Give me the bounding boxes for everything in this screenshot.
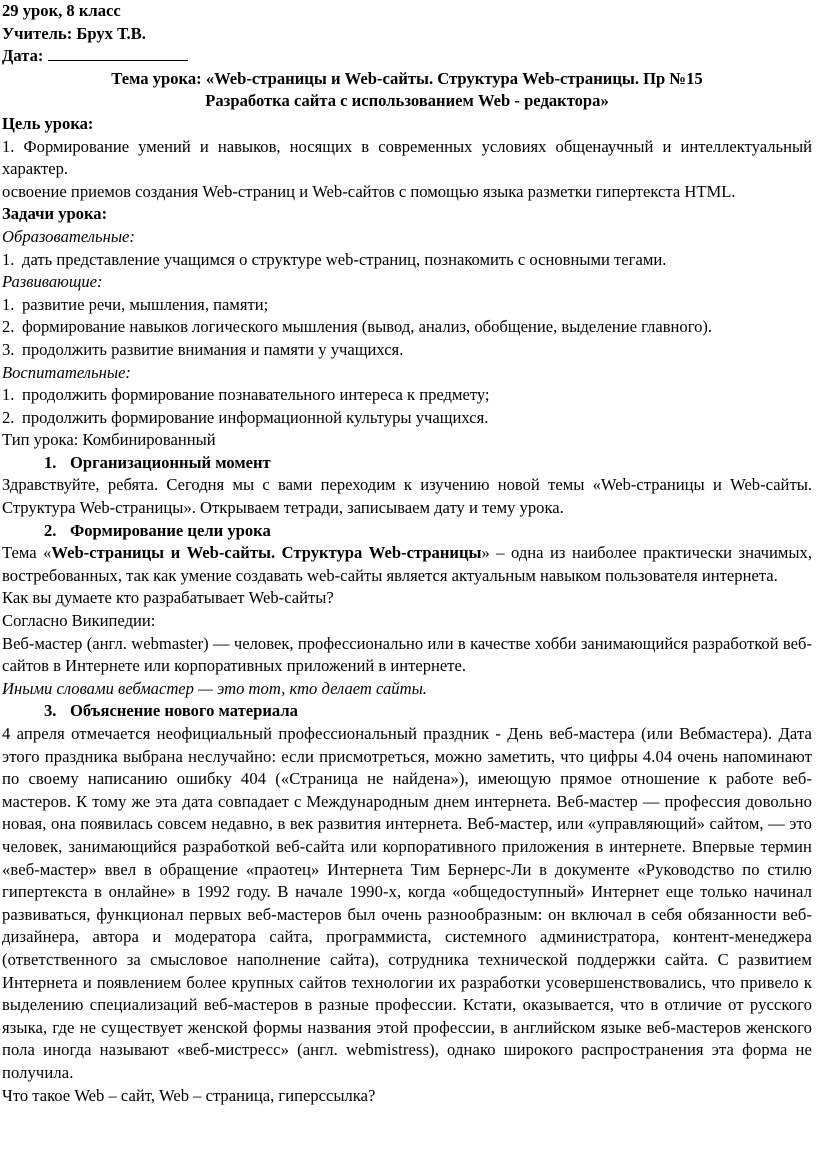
lesson-title-line1: Тема урока: «Web-страницы и Web-сайты. Структура Web-страницы. Пр №15 <box>111 68 703 88</box>
teacher-line: Учитель: Брух Т.В. <box>2 23 146 43</box>
section-heading-goal-forming <box>2 520 812 543</box>
section-number: 2. <box>44 520 57 540</box>
list-number: 1. <box>2 385 15 405</box>
list-number: 2. <box>2 317 15 337</box>
section-3-question: Что такое Web – сайт, Web – страница, гиперссылка? <box>2 1085 376 1105</box>
section-title: Объяснение нового материала <box>70 701 298 721</box>
lesson-header: 29 урок, 8 класс <box>2 1 121 20</box>
list-item <box>2 294 812 317</box>
goal-paragraph-1: 1. Формирование умений и навыков, носящих в современных условиях общенаучный и интеллектуальный характер. <box>2 136 812 179</box>
section-number: 3. <box>44 701 57 721</box>
list-item <box>2 339 812 362</box>
developmental-label: Развивающие: <box>2 272 103 292</box>
tasks-heading: Задачи урока: <box>2 204 108 224</box>
section-2-topic <box>2 542 812 587</box>
section-3-text: 4 апреля отмечается неофициальный профессиональный праздник - День веб-мастера (или Вебмастера). Дата этого праздника выбрана неслучайно: если присмотреться, можно заметить, что цифры 4.04 очень напоминают по своему написанию ошибку 404 («Страница не найдена»), имеющую прямое отношение к работе веб-мастеров. К тому же эта дата совпадает с Международным днем интернета. Веб-мастер — профессия довольно новая, она появилась совсем недавно, в век развития интернета. Веб-мастер, или «управляющий» сайтом, — это человек, занимающийся разработкой веб-сайта или корпоративного приложения в интернете. Впервые термин «веб-мастер» ввел в обращение «праотец» Интернета Тим Бернерс-Ли в документе «Руководство по стилю гипертекста в онлайне» в 1992 году. В начале 1990-х, когда «общедоступный» Интернет еще только начинал развиваться, функционал первых веб-мастеров был очень разнообразным: он включал в себя обязанности веб-дизайнера, автора и модератора сайта, программиста, системного администратора, контент-менеджера (ответственного за смысловое наполнение сайта), сотрудника технической поддержки сайта. С развитием Интернета и появлением более крупных сайтов технологии их разработки усовершенствовались, что привело к выделению специализаций веб-мастеров в разные профессии. Кстати, оказывается, что в отличие от русского языка, где не существует женской формы названия этой профессии, в английском языке веб-мастеров женского пола иногда называют «веб-мистресс» (англ. webmistress), однако широкого распространения эта форма не получила. <box>2 724 812 1082</box>
section-2-wiki: Согласно Википедии: <box>2 611 156 631</box>
date-blank <box>48 45 188 61</box>
list-item <box>2 407 812 430</box>
section-heading-organizational <box>2 452 812 475</box>
topic-prefix: Тема « <box>2 543 52 563</box>
list-text: продолжить формирование познавательного интереса к предмету; <box>22 385 490 405</box>
list-text: развитие речи, мышления, памяти; <box>22 294 269 314</box>
section-title: Формирование цели урока <box>70 520 271 540</box>
topic-bold: Web-страницы и Web-сайты. Структура Web-страницы <box>51 543 482 563</box>
list-number: 1. <box>2 294 15 314</box>
section-heading-new-material <box>2 700 812 723</box>
section-2-italic-note: Иными словами вебмастер — это тот, кто делает сайты. <box>2 678 427 698</box>
list-text: продолжить развитие внимания и памяти у учащихся. <box>22 339 404 359</box>
list-text: продолжить формирование информационной культуры учащихся. <box>22 407 489 427</box>
date-label: Дата: <box>2 46 44 66</box>
goal-heading: Цель урока: <box>2 113 94 133</box>
upbringing-label: Воспитательные: <box>2 362 131 382</box>
section-2-definition: Веб-мастер (англ. webmaster) — человек, профессионально или в качестве хобби занимающийся разработкой веб-сайтов в Интернете или корпоративных приложений в интернете. <box>2 633 812 676</box>
list-number: 2. <box>2 407 15 427</box>
list-item <box>2 316 812 339</box>
section-title: Организационный момент <box>70 452 271 472</box>
section-number: 1. <box>44 452 57 472</box>
section-1-text: Здравствуйте, ребята. Сегодня мы с вами переходим к изучению новой темы «Web-страницы и Web-сайты. Структура Web-страницы». Открываем тетради, записываем дату и тему урока. <box>2 475 812 518</box>
lesson-title-line2: Разработка сайта с использованием Web - редактора» <box>205 91 609 111</box>
date-line <box>2 45 812 68</box>
lesson-type: Тип урока: Комбинированный <box>2 430 216 450</box>
list-item <box>2 249 812 272</box>
goal-paragraph-2: освоение приемов создания Web-страниц и Web-сайтов с помощью языка разметки гипертекста HTML. <box>2 181 736 201</box>
section-2-question: Как вы думаете кто разрабатывает Web-сайты? <box>2 588 334 608</box>
list-text: дать представление учащимся о структуре web-страниц, познакомить с основными тегами. <box>22 249 667 269</box>
educational-label: Образовательные: <box>2 226 135 246</box>
list-number: 1. <box>2 249 15 269</box>
list-item <box>2 384 812 407</box>
list-text: формирование навыков логического мышления (вывод, анализ, обобщение, выделение главного). <box>22 317 713 337</box>
topic-rest: » – одна из наиболее практически значимых, востребованных, так как умение создавать web-сайты является актуальным навыком пользователя интернета. <box>2 543 812 585</box>
list-number: 3. <box>2 339 15 359</box>
